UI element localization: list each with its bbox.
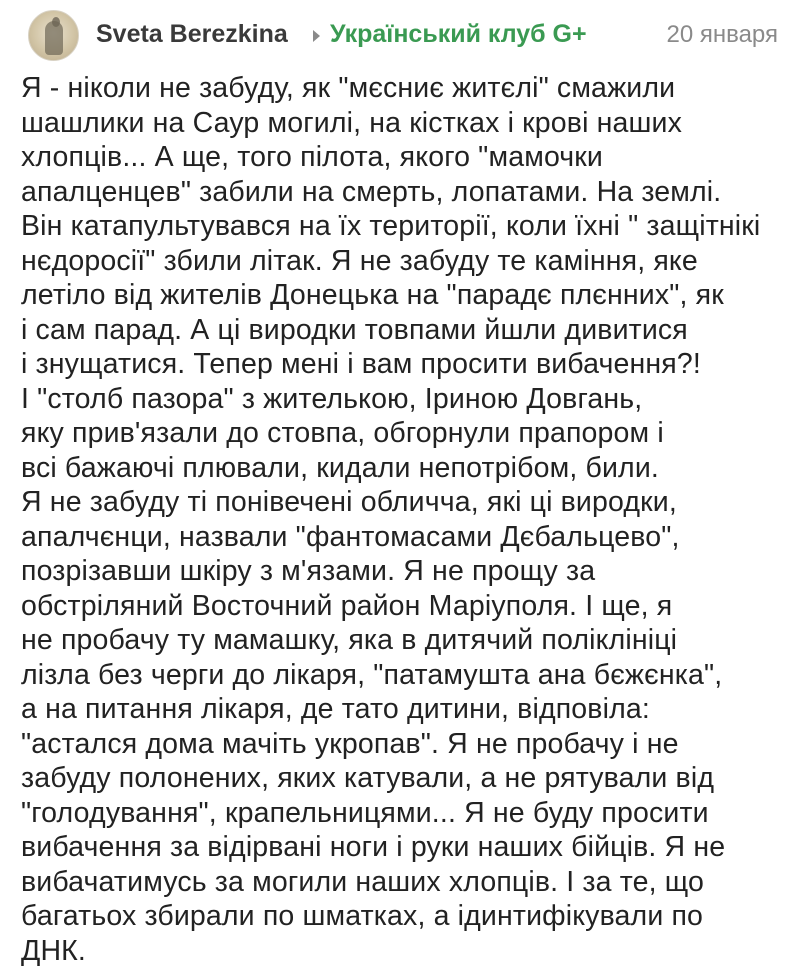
- post-text-line: апалчєнци, назвали "фантомасами Дєбальцево",: [21, 520, 680, 553]
- community-name[interactable]: Український клуб G+: [330, 20, 587, 48]
- post-text-line: і знущатися. Тепер мені і вам просити вибачення?!: [21, 348, 701, 380]
- post-text-line: лізла без черги до лікаря, "патамушта ана бєжєнка",: [21, 658, 723, 691]
- avatar-image: [45, 21, 63, 55]
- post-text-line: хлопців... А ще, того пілота, якого "мамочки: [21, 141, 603, 173]
- post-text-line: Він катапультувався на їх території, коли їхні " защітнікі: [21, 210, 761, 242]
- post-text-line: апалценцев" забили на смерть, лопатами. На землі.: [21, 175, 722, 208]
- post-text: [21, 71, 791, 968]
- post-text-line: позрізавши шкіру з м'язами. Я не прощу за: [21, 555, 596, 587]
- post-text-line: ДНК.: [21, 934, 87, 967]
- post-text-line: всі бажаючі плювали, кидали непотрібом, били.: [21, 451, 659, 484]
- post-text-line: "голодування", крапельницями... Я не буду просити: [21, 796, 709, 829]
- post-text-line: нєдоросії" збили літак. Я не забуду те каміння, яке: [21, 244, 698, 277]
- post-header: [0, 0, 796, 74]
- post-text-line: Я не забуду ті понівечені обличча, які ці виродки,: [21, 486, 677, 518]
- post-text-line: І "столб пазора" з жителькою, Іриною Довгань,: [21, 382, 643, 415]
- post-text-line: не пробачу ту мамашку, яка в дитячий поліклініці: [21, 624, 678, 656]
- author-name[interactable]: Sveta Berezkina: [96, 20, 288, 48]
- post-text-line: і сам парад. А ці виродки товпами йшли дивитися: [21, 313, 688, 346]
- post-text-line: "астался дома мачіть укропав". Я не пробачу і не: [21, 727, 679, 760]
- post-text-line: багатьох збирали по шматках, а ідинтифікували по: [21, 900, 704, 932]
- post-text-line: шашлики на Саур могилі, на кістках і крові наших: [21, 106, 682, 139]
- post-text-line: а на питання лікаря, де тато дитини, відповіла:: [21, 693, 650, 725]
- chevron-right-icon: [313, 30, 320, 42]
- post-text-line: вибачатимусь за могили наших хлопців. І за те, що: [21, 865, 705, 898]
- post-date[interactable]: 20 января: [666, 21, 778, 48]
- post-text-line: летіло від жителів Донецька на "парадє плєнних", як: [21, 279, 724, 311]
- post-text-line: яку прив'язали до стовпа, обгорнули прапором і: [21, 417, 664, 449]
- post-text-line: вибачення за відірвані ноги і руки наших бійців. Я не: [21, 831, 726, 863]
- post-text-line: обстріляний Восточний район Маріуполя. І ще, я: [21, 589, 673, 622]
- avatar[interactable]: [28, 10, 79, 61]
- post-text-line: забуду полонених, яких катували, а не рятували від: [21, 762, 715, 794]
- post-text-line: Я - ніколи не забуду, як "мєсниє житєлі" смажили: [21, 72, 676, 104]
